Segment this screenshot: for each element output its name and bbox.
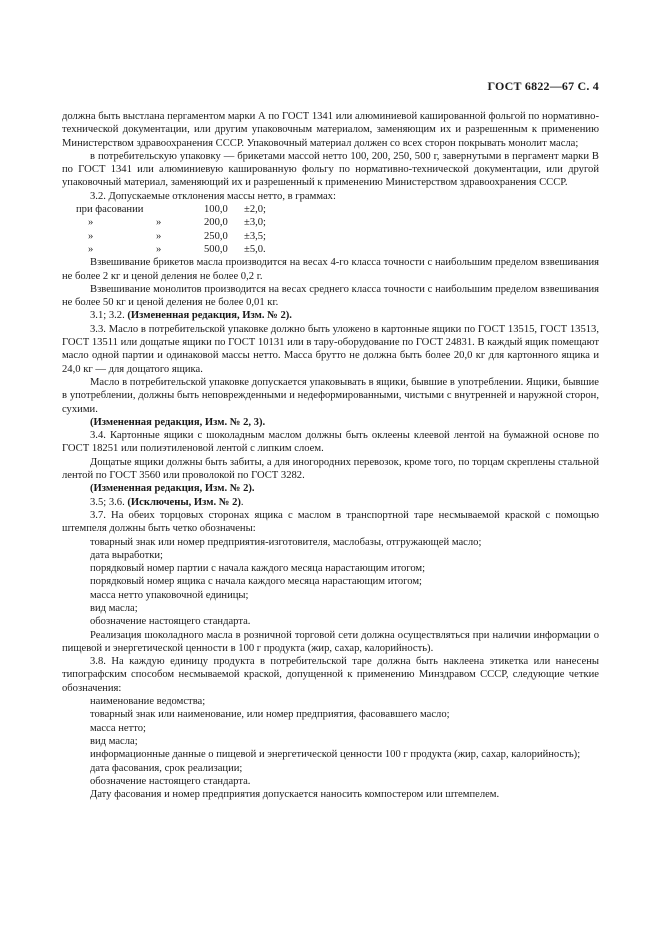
table-cell: ±2,0; (244, 204, 266, 216)
amendment-text: (Измененная редакция, Изм. № 2). (127, 310, 292, 322)
marking-list (62, 536, 599, 629)
paragraph: 3.4. Картонные ящики с шоколадным маслом должны быть оклеены клеевой лентой на бумажной основе по ГОСТ 18251 или полиэтиленовой лентой с липким слоем. (62, 430, 599, 455)
paragraph: в потребительскую упаковку — брикетами массой нетто 100, 200, 250, 500 г, завернутыми в пергамент марки В по ГОСТ 1341 или алюминиевую кашированную фольгу по нормативно-технической документации, или другой упаковочный материал, заменяющий их и разрешенный к применению Министерством здравоохранения СССР. (62, 150, 599, 189)
label-list (62, 695, 599, 748)
paragraph: Реализация шоколадного масла в розничной торговой сети должна осуществляться при наличии информации о пищевой и энергетической ценности в 100 г продукта (жир, сахар, калорийность). (62, 629, 599, 654)
list-item: дата фасования, срок реализации; (90, 762, 243, 774)
list-item: дата выработки; (90, 549, 163, 561)
paragraph: Масло в потребительской упаковке допускается упаковывать в ящики, бывшие в употреблении. Ящики, бывшие в употреблении, должны быть неповрежденными и недеформированными, чистыми с внутренней и наружной сторон, сухими. (62, 376, 599, 415)
paragraph: Дощатые ящики должны быть забиты, а для иногородних перевозок, кроме того, по торцам скреплены стальной лентой по ГОСТ 3560 или проволокой по ГОСТ 3282. (62, 456, 599, 482)
table-row (76, 230, 284, 243)
list-item: масса нетто; (90, 722, 146, 734)
paragraph: Взвешивание монолитов производится на весах среднего класса точности с наибольшим пределом взвешивания не более 50 кг и ценой деления не более 0,01 кг. (62, 283, 599, 309)
list-item: вид масла; (90, 735, 138, 747)
page-header: ГОСТ 6822—67 С. 4 (487, 79, 599, 93)
table-cell: » (88, 243, 94, 255)
table-cell: » (156, 230, 162, 242)
list-item: вид масла; (90, 602, 138, 614)
paragraph: информационные данные о пищевой и энергетической ценности 100 г продукта (жир, сахар, калорийность); (90, 749, 581, 761)
table-cell: при фасовании (76, 204, 144, 216)
table-row (76, 243, 284, 256)
clause-ref: 3.1; 3.2. (90, 310, 128, 322)
amendment-note: (Измененная редакция, Изм. № 2). (90, 483, 255, 495)
tolerance-table (76, 203, 284, 256)
list-item: масса нетто упаковочной единицы; (90, 589, 249, 601)
table-cell: 500,0 (204, 243, 228, 255)
table-cell: ±3,5; (244, 230, 266, 242)
table-row (76, 216, 284, 229)
table-cell: » (88, 230, 94, 242)
list-item: наименование ведомства; (90, 696, 206, 708)
list-item: товарный знак или наименование, или номер предприятия, фасовавшего масло; (90, 709, 450, 721)
list-item: обозначение настоящего стандарта. (90, 616, 251, 628)
clause-ref: 3.5; 3.6. (90, 496, 128, 508)
table-row (76, 203, 284, 216)
table-cell: » (88, 217, 94, 229)
paragraph: Дату фасования и номер предприятия допускается наносить компостером или штемпелем. (90, 789, 500, 801)
punctuation: . (240, 496, 244, 508)
list-item: обозначение настоящего стандарта. (90, 775, 251, 787)
label-list-continued (62, 762, 599, 789)
amendment-text: (Исключены, Изм. № 2) (127, 496, 241, 508)
paragraph: 3.2. Допускаемые отклонения массы нетто, в граммах: (90, 190, 336, 202)
amendment-note (62, 309, 599, 322)
table-cell: ±3,0; (244, 217, 266, 229)
table-cell: 200,0 (204, 217, 228, 229)
list-item: порядковый номер ящика с начала каждого месяца нарастающим итогом; (90, 576, 422, 588)
paragraph: 3.8. На каждую единицу продукта в потребительской таре должна быть наклеена этикетка или нанесены типографским способом несмываемой краской, допущенной к применению Минздравом СССР, следующие четкие обозначения: (62, 656, 599, 694)
list-item: товарный знак или номер предприятия-изготовителя, маслобазы, отгружающей масло; (90, 536, 482, 548)
amendment-note: (Измененная редакция, Изм. № 2, 3). (90, 416, 266, 428)
document-body (62, 110, 599, 801)
paragraph: 3.7. На обеих торцовых сторонах ящика с маслом в транспортной таре несмываемой краской с помощью штемпеля должны быть четко обозначены: (62, 509, 599, 535)
table-cell: 100,0 (204, 204, 228, 216)
table-cell: ±5,0. (244, 243, 266, 255)
list-item: порядковый номер партии с начала каждого месяца нарастающим итогом; (90, 563, 426, 575)
table-cell: 250,0 (204, 230, 228, 242)
paragraph: должна быть выстлана пергаментом марки А по ГОСТ 1341 или алюминиевой кашированной фольгой по нормативно-технической документации, или другим упаковочным материалом, заменяющим их и разрешенным к применению Министерством здравоохранения СССР. Упаковочный материал должен со всех сторон покрывать монолит масла; (62, 111, 599, 149)
paragraph: 3.3. Масло в потребительской упаковке должно быть уложено в картонные ящики по ГОСТ 13515, ГОСТ 13513, ГОСТ 13511 или дощатые ящики по ГОСТ 10131 или в тару-оборудование по ГОСТ 24831. В каждый ящик помещают масло одной партии и одинаковой массы нетто. Масса брутто не должна быть более 20,0 кг для картонного ящика и 24,0 кг — для дощатого ящика. (62, 323, 599, 375)
table-cell: » (156, 243, 162, 255)
paragraph: Взвешивание брикетов масла производится на весах 4-го класса точности с наибольшим пределом взвешивания не более 2 кг и ценой деления не более 0,2 г. (62, 257, 599, 282)
table-cell: » (156, 217, 162, 229)
amendment-note (62, 496, 599, 509)
